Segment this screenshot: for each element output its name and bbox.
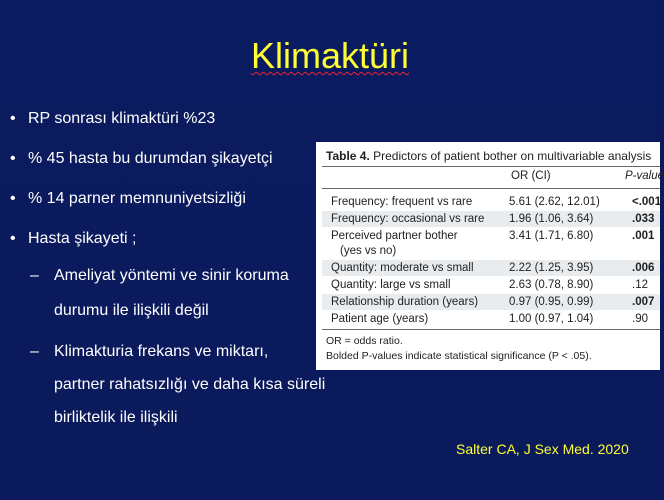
citation: Salter CA, J Sex Med. 2020 (456, 441, 629, 457)
table-row (322, 194, 660, 210)
row-label: Frequency: occasional vs rare (331, 213, 485, 225)
row-label: Quantity: large vs small (331, 279, 451, 291)
row-p: .001 (632, 230, 655, 242)
row-label: Quantity: moderate vs small (331, 262, 474, 274)
row-label-continuation: (yes vs no) (340, 245, 397, 257)
row-or: 0.97 (0.95, 0.99) (509, 296, 594, 308)
row-or: 1.00 (0.97, 1.04) (509, 313, 594, 325)
table-row (322, 311, 660, 327)
row-or: 5.61 (2.62, 12.01) (509, 196, 600, 208)
table-header-or: OR (CI) (511, 170, 551, 182)
sub-bullet-text: Klimakturia frekans ve miktarı, (54, 343, 269, 360)
bullet-item: • % 45 hasta bu durumdan şikayetçi (10, 150, 273, 167)
bullet-item: • RP sonrası klimaktüri %23 (10, 110, 216, 127)
table-rule (322, 166, 660, 167)
slide-title (0, 34, 660, 78)
table-caption (326, 149, 651, 163)
sub-bullet-continuation: durumu ile ilişkili değil (54, 302, 209, 319)
table-row (322, 277, 660, 293)
row-or: 3.41 (1.71, 6.80) (509, 230, 594, 242)
table-caption-text: Predictors of patient bother on multivariable analysis (369, 149, 652, 163)
bullet-item: • Hasta şikayeti ; (10, 230, 137, 247)
sub-bullet-continuation: birliktelik ile ilişkili (54, 409, 178, 426)
row-label: Relationship duration (years) (331, 296, 479, 308)
row-or: 2.22 (1.25, 3.95) (509, 262, 594, 274)
row-or: 2.63 (0.78, 8.90) (509, 279, 594, 291)
bullet-item: • % 14 parner memnuniyetsizliği (10, 190, 246, 207)
bullet-text: % 45 hasta bu durumdan şikayetçi (28, 150, 273, 167)
table-row (322, 294, 660, 310)
bullet-text: Hasta şikayeti ; (28, 230, 137, 247)
row-or: 1.96 (1.06, 3.64) (509, 213, 594, 225)
row-label: Patient age (years) (331, 313, 429, 325)
table-rule (322, 329, 660, 330)
table-header-p: P-value (625, 170, 664, 182)
row-p: .12 (632, 279, 648, 291)
row-p: .006 (632, 262, 655, 274)
table-row (322, 228, 660, 260)
row-p: .007 (632, 296, 655, 308)
sub-bullet-continuation: partner rahatsızlığı ve daha kısa süreli (54, 376, 326, 393)
sub-bullet-item: – Klimakturia frekans ve miktarı, (30, 343, 269, 360)
bullet-text: RP sonrası klimaktüri %23 (28, 110, 216, 127)
results-table (316, 142, 664, 370)
table-footnote: Bolded P-values indicate statistical significance (P < .05). (326, 350, 592, 362)
row-p: <.001 (632, 196, 662, 208)
row-label: Perceived partner bother (331, 230, 458, 242)
sub-bullet-item: – Ameliyat yöntemi ve sinir koruma (30, 267, 289, 284)
table-footnote: OR = odds ratio. (326, 335, 403, 347)
sub-bullet-text: Ameliyat yöntemi ve sinir koruma (54, 267, 289, 284)
table-row (322, 211, 660, 227)
row-p: .90 (632, 313, 648, 325)
row-label: Frequency: frequent vs rare (331, 196, 473, 208)
slide-title-text: Klimaktüri (250, 35, 410, 76)
row-p: .033 (632, 213, 655, 225)
table-rule (322, 188, 660, 189)
bullet-text: % 14 parner memnuniyetsizliği (28, 190, 246, 207)
table-caption-label: Table 4. (326, 149, 370, 163)
table-row (322, 260, 660, 276)
